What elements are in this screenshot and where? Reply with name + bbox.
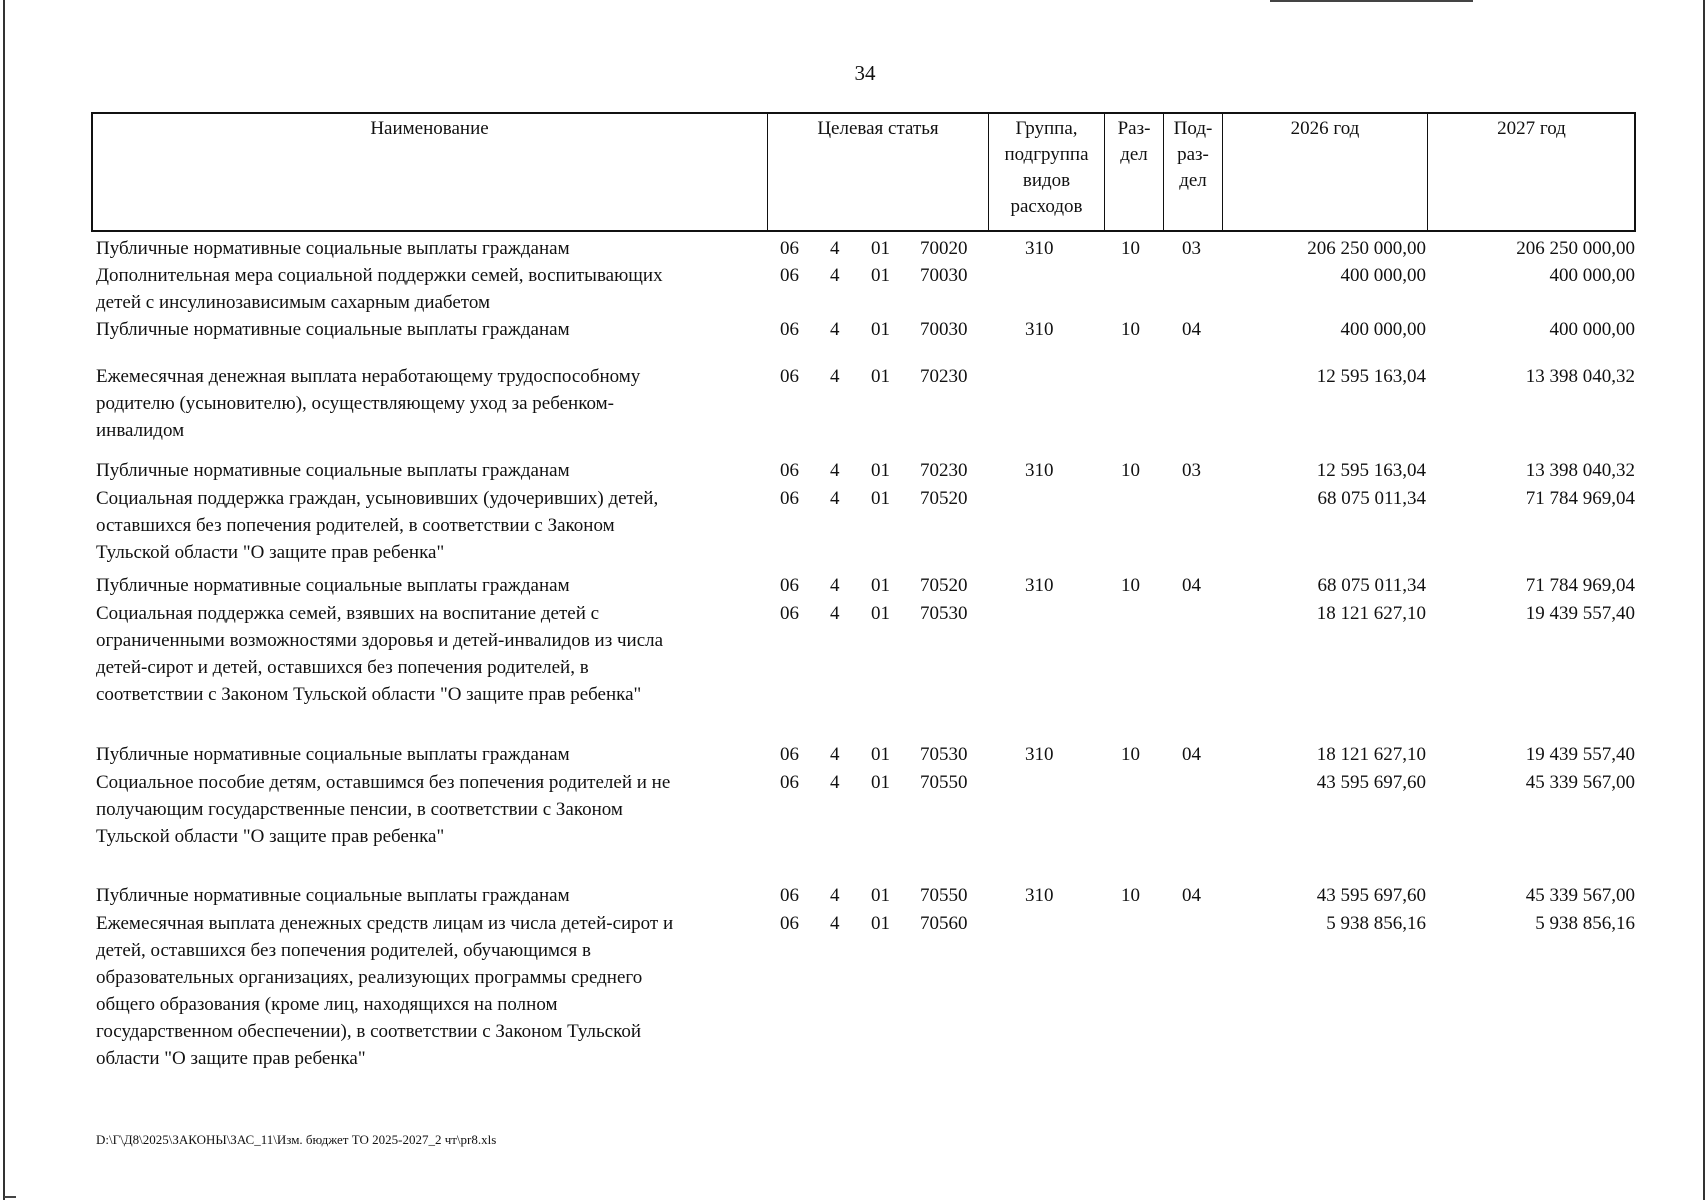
amount-2027: 13 398 040,32 — [1525, 366, 1635, 387]
target-subprogram: 4 — [830, 885, 840, 906]
target-event: 01 — [871, 238, 890, 259]
row-name — [96, 485, 756, 566]
target-subprogram: 4 — [830, 603, 840, 624]
row-name — [96, 572, 756, 599]
amount-2026: 12 595 163,04 — [1316, 460, 1426, 481]
expense-group: 310 — [1025, 575, 1054, 596]
amount-2026: 400 000,00 — [1340, 319, 1426, 340]
target-program: 06 — [780, 366, 799, 387]
target-program: 06 — [780, 603, 799, 624]
target-subprogram: 4 — [830, 488, 840, 509]
amount-2026: 43 595 697,60 — [1316, 772, 1426, 793]
target-subprogram: 4 — [830, 772, 840, 793]
target-event: 01 — [871, 603, 890, 624]
page-number: 34 — [854, 61, 876, 85]
row-name-line: государственном обеспечении), в соответствии с Законом Тульской — [96, 1021, 642, 1042]
file-path-footer: D:\Г\Д8\2025\ЗАКОНЫ\ЗАС_11\Изм. бюджет ТО 2025-2027_2 чт\pr8.xls — [96, 1132, 497, 1147]
target-code: 70530 — [920, 744, 968, 765]
header-subsection-line: дел — [1179, 170, 1207, 191]
header-2026: 2026 год — [1290, 118, 1360, 139]
header-group-line: видов — [1022, 170, 1071, 191]
header-subsection-line: Под- — [1173, 118, 1213, 139]
expense-group: 310 — [1025, 319, 1054, 340]
amount-2027: 71 784 969,04 — [1525, 575, 1635, 596]
target-subprogram: 4 — [830, 265, 840, 286]
row-name-line: ограниченными возможностями здоровья и детей-инвалидов из числа — [96, 630, 664, 651]
target-code: 70230 — [920, 366, 968, 387]
subsection: 03 — [1182, 460, 1201, 481]
section: 10 — [1121, 460, 1140, 481]
header-subsection-line: раз- — [1177, 144, 1209, 165]
amount-2027: 206 250 000,00 — [1516, 238, 1635, 259]
row-name-line: детей, оставшихся без попечения родителей, обучающимся в — [96, 940, 591, 961]
target-event: 01 — [871, 772, 890, 793]
target-subprogram: 4 — [830, 460, 840, 481]
target-program: 06 — [780, 488, 799, 509]
amount-2026: 68 075 011,34 — [1317, 575, 1426, 596]
target-program: 06 — [780, 319, 799, 340]
row-name-line: Публичные нормативные социальные выплаты гражданам — [96, 575, 570, 596]
subsection: 04 — [1182, 575, 1201, 596]
page-right-edge — [1703, 0, 1705, 1200]
target-subprogram: 4 — [830, 744, 840, 765]
amount-2026: 400 000,00 — [1340, 265, 1426, 286]
row-name — [96, 910, 756, 1072]
target-subprogram: 4 — [830, 238, 840, 259]
section: 10 — [1121, 575, 1140, 596]
header-target: Целевая статья — [817, 118, 939, 139]
header-name: Наименование — [370, 118, 489, 139]
target-event: 01 — [871, 488, 890, 509]
amount-2026: 43 595 697,60 — [1316, 885, 1426, 906]
row-name-line: оставшихся без попечения родителей, в соответствии с Законом — [96, 515, 615, 536]
row-name-line: Тульской области "О защите прав ребенка" — [96, 826, 445, 847]
row-name-line: Публичные нормативные социальные выплаты гражданам — [96, 460, 570, 481]
subsection: 04 — [1182, 319, 1201, 340]
row-name-line: Социальная поддержка семей, взявших на воспитание детей с — [96, 603, 600, 624]
target-event: 01 — [871, 319, 890, 340]
amount-2027: 45 339 567,00 — [1525, 885, 1635, 906]
amount-2027: 5 938 856,16 — [1535, 913, 1635, 934]
row-name-line: Тульской области "О защите прав ребенка" — [96, 542, 445, 563]
amount-2026: 18 121 627,10 — [1316, 744, 1426, 765]
header-group-line: расходов — [1010, 196, 1083, 217]
section: 10 — [1121, 885, 1140, 906]
section: 10 — [1121, 319, 1140, 340]
row-name — [96, 262, 756, 316]
target-subprogram: 4 — [830, 575, 840, 596]
target-program: 06 — [780, 744, 799, 765]
target-code: 70560 — [920, 913, 968, 934]
amount-2026: 18 121 627,10 — [1316, 603, 1426, 624]
row-name-line: образовательных организациях, реализующих программы среднего — [96, 967, 643, 988]
target-event: 01 — [871, 913, 890, 934]
section: 10 — [1121, 238, 1140, 259]
target-code: 70530 — [920, 603, 968, 624]
header-group-line: Группа, — [1015, 118, 1078, 139]
row-name-line: Ежемесячная денежная выплата неработающему трудоспособному — [96, 366, 641, 387]
row-name-line: детей с инсулинозависимым сахарным диабетом — [96, 292, 490, 313]
target-event: 01 — [871, 744, 890, 765]
header-section-line: дел — [1120, 144, 1148, 165]
target-subprogram: 4 — [830, 913, 840, 934]
target-code: 70020 — [920, 238, 968, 259]
row-name-line: области "О защите прав ребенка" — [96, 1048, 366, 1069]
section: 10 — [1121, 744, 1140, 765]
header-2027: 2027 год — [1497, 118, 1566, 139]
target-subprogram: 4 — [830, 319, 840, 340]
row-name-line: Социальное пособие детям, оставшимся без попечения родителей и не — [96, 772, 671, 793]
target-code: 70230 — [920, 460, 968, 481]
target-code: 70030 — [920, 265, 968, 286]
amount-2027: 71 784 969,04 — [1525, 488, 1635, 509]
amount-2027: 400 000,00 — [1549, 265, 1635, 286]
amount-2027: 19 439 557,40 — [1525, 603, 1635, 624]
target-code: 70520 — [920, 575, 968, 596]
row-name-line: Публичные нормативные социальные выплаты гражданам — [96, 744, 570, 765]
target-code: 70550 — [920, 772, 968, 793]
target-code: 70550 — [920, 885, 968, 906]
subsection: 04 — [1182, 885, 1201, 906]
expense-group: 310 — [1025, 885, 1054, 906]
row-name — [96, 600, 756, 708]
target-event: 01 — [871, 460, 890, 481]
row-name-line: Социальная поддержка граждан, усыновивших (удочеривших) детей, — [96, 488, 659, 509]
row-name — [96, 235, 756, 262]
row-name-line: инвалидом — [96, 420, 185, 441]
header-subsection — [1164, 112, 1222, 232]
row-name-line: Публичные нормативные социальные выплаты гражданам — [96, 885, 570, 906]
row-name-line: общего образования (кроме лиц, находящихся на полном — [96, 994, 558, 1015]
row-name — [96, 316, 756, 343]
target-program: 06 — [780, 913, 799, 934]
amount-2026: 5 938 856,16 — [1326, 913, 1426, 934]
target-program: 06 — [780, 238, 799, 259]
amount-2027: 400 000,00 — [1549, 319, 1635, 340]
row-name — [96, 457, 756, 484]
expense-group: 310 — [1025, 238, 1054, 259]
target-event: 01 — [871, 265, 890, 286]
row-name — [96, 769, 756, 850]
target-subprogram: 4 — [830, 366, 840, 387]
target-program: 06 — [780, 265, 799, 286]
amount-2026: 206 250 000,00 — [1307, 238, 1426, 259]
amount-2026: 12 595 163,04 — [1316, 366, 1426, 387]
row-name — [96, 741, 756, 768]
header-section — [1105, 112, 1163, 232]
header-group — [989, 112, 1104, 232]
row-name — [96, 882, 756, 909]
expense-group: 310 — [1025, 460, 1054, 481]
amount-2027: 19 439 557,40 — [1525, 744, 1635, 765]
amount-2027: 45 339 567,00 — [1525, 772, 1635, 793]
row-name-line: Дополнительная мера социальной поддержки семей, воспитывающих — [96, 265, 663, 286]
row-name-line: получающим государственные пенсии, в соответствии с Законом — [96, 799, 623, 820]
expense-group: 310 — [1025, 744, 1054, 765]
page-top-mark — [1270, 0, 1473, 2]
subsection: 03 — [1182, 238, 1201, 259]
target-code: 70520 — [920, 488, 968, 509]
subsection: 04 — [1182, 744, 1201, 765]
target-program: 06 — [780, 772, 799, 793]
target-program: 06 — [780, 885, 799, 906]
row-name-line: Публичные нормативные социальные выплаты гражданам — [96, 238, 570, 259]
header-group-line: подгруппа — [1004, 144, 1089, 165]
row-name-line: соответствии с Законом Тульской области "О защите прав ребенка" — [96, 684, 642, 705]
target-event: 01 — [871, 575, 890, 596]
page-left-edge — [3, 0, 5, 1200]
target-event: 01 — [871, 366, 890, 387]
row-name — [96, 363, 756, 444]
page-bottom-mark — [4, 1196, 16, 1198]
row-name-line: Публичные нормативные социальные выплаты гражданам — [96, 319, 570, 340]
target-event: 01 — [871, 885, 890, 906]
target-program: 06 — [780, 575, 799, 596]
header-section-line: Раз- — [1117, 118, 1151, 139]
amount-2027: 13 398 040,32 — [1525, 460, 1635, 481]
row-name-line: детей-сирот и детей, оставшихся без попечения родителей, в — [96, 657, 589, 678]
row-name-line: Ежемесячная выплата денежных средств лицам из числа детей-сирот и — [96, 913, 674, 934]
amount-2026: 68 075 011,34 — [1317, 488, 1426, 509]
row-name-line: родителю (усыновителю), осуществляющему уход за ребенком- — [96, 393, 614, 414]
target-code: 70030 — [920, 319, 968, 340]
target-program: 06 — [780, 460, 799, 481]
